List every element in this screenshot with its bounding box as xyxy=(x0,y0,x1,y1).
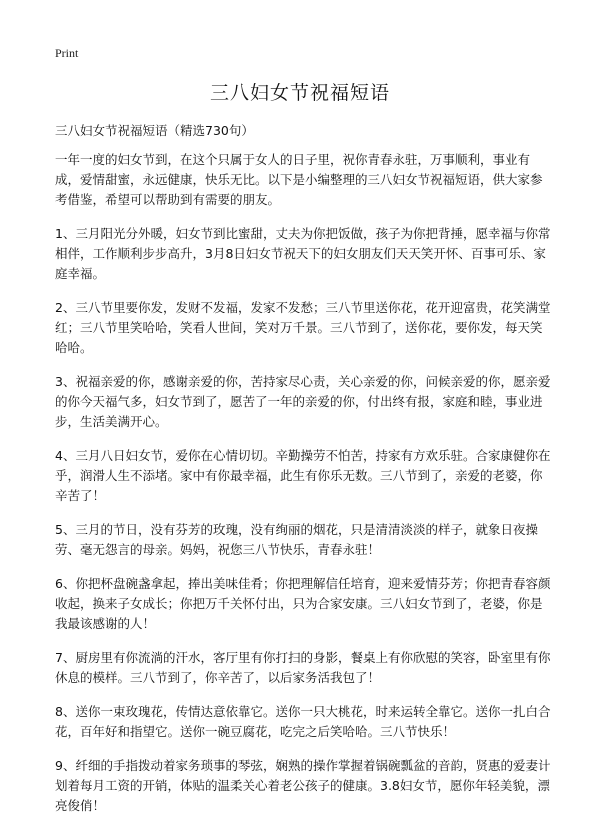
blessing-paragraph: 5、三月的节日，没有芬芳的玫瑰，没有绚丽的烟花，只是清清淡淡的样子，就象日夜操劳、毫无怨言的母亲。妈妈，祝您三八节快乐，青春永驻！ xyxy=(55,522,538,557)
blessing-paragraph: 3、祝福亲爱的你，感谢亲爱的你，苦持家尽心责，关心亲爱的你，问候亲爱的你，愿亲爱的你今天福气多，妇女节到了，愿苦了一年的亲爱的你，付出终有报，家庭和睦，事业进步，生活美满开心。 xyxy=(55,374,551,429)
intro-paragraph: 一年一度的妇女节到，在这个只属于女人的日子里，祝你青春永驻，万事顺利，事业有成，爱情甜蜜，永远健康，快乐无比。以下是小编整理的三八妇女节祝福短语，供大家参考借鉴，希望可以帮助到有需要的朋友。 xyxy=(55,152,543,207)
blessing-paragraph: 6、你把杯盘碗盏拿起，捧出美味佳肴；你把理解信任培育，迎来爱情芬芳；你把青春容颜收起，换来子女成长；你把万千关怀付出，只为合家安康。三八妇女节到了，老婆，你是我最该感谢的人！ xyxy=(55,576,551,631)
blessing-paragraph: 2、三八节里要你发，发财不发福，发家不发愁；三八节里送你花，花开迎富贵，花笑满堂红；三八节里笑哈哈，笑看人世间，笑对万千景。三八节到了，送你花，要你发，每天笑哈哈。 xyxy=(55,300,551,355)
blessing-paragraph: 9、纤细的手指拨动着家务琐事的琴弦，娴熟的操作掌握着锅碗瓢盆的音韵，贤惠的爱妻计划着每月工资的开销，体贴的温柔关心着老公孩子的健康。3.8妇女节，愿你年轻美貌，漂亮俊俏！ xyxy=(55,758,551,813)
blessing-paragraph: 8、送你一束玫瑰花，传情达意依靠它。送你一只大桃花，时来运转全靠它。送你一扎白合花，百年好和指望它。送你一碗豆腐花，吃完之后笑哈哈。三八节快乐！ xyxy=(55,704,551,739)
blessing-paragraph: 7、厨房里有你流淌的汗水，客厅里有你打扫的身影，餐桌上有你欣慰的笑容，卧室里有你休息的模样。三八节到了，你辛苦了，以后家务活我包了！ xyxy=(55,650,551,685)
subtitle: 三八妇女节祝福短语（精选730句） xyxy=(55,123,254,138)
blessing-paragraph: 4、三月八日妇女节，爱你在心情切切。辛勤操劳不怕苦，持家有方欢乐驻。合家康健你在乎，润滑人生不添堵。家中有你最幸福，此生有你乐无数。三八节到了，亲爱的老婆，你辛苦了！ xyxy=(55,448,551,503)
blessing-paragraph: 1、三月阳光分外暖，妇女节到比蜜甜，丈夫为你把饭做，孩子为你把背捶，愿幸福与你常相伴，工作顺利步步高升，3月8日妇女节祝天下的妇女朋友们天天笑开怀、百事可乐、家庭幸福。 xyxy=(55,226,551,281)
page-title: 三八妇女节祝福短语 xyxy=(209,82,390,104)
print-link[interactable]: Print xyxy=(55,46,79,60)
article-body xyxy=(55,150,552,830)
